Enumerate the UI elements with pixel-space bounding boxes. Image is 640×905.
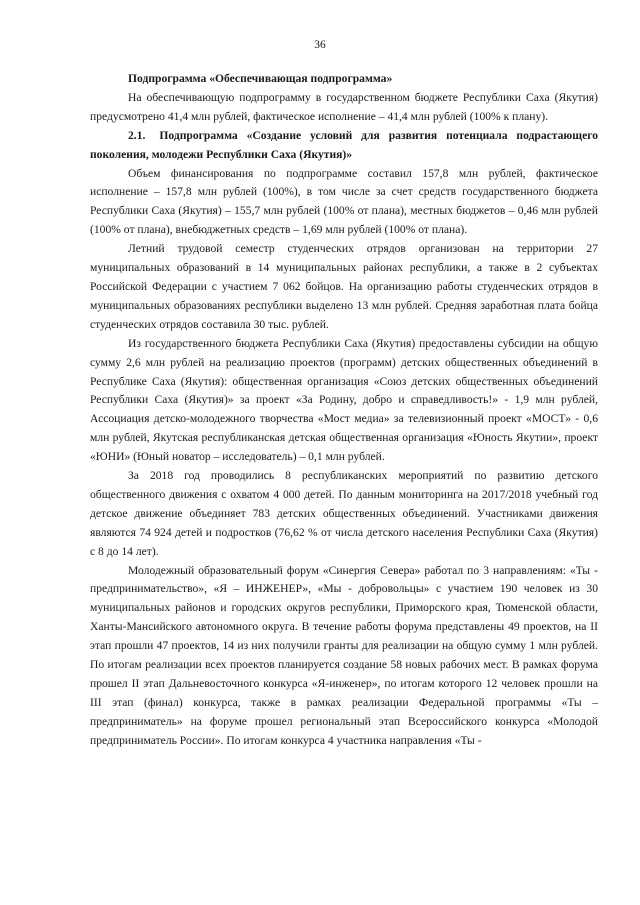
section-heading-youth-subprogram [90, 127, 598, 165]
paragraph-support-subprogram-budget: На обеспечивающую подпрограмму в государственном бюджете Республики Саха (Якутия) предусмотрено 41,4 млн рублей, фактическое исполнение – 41,4 млн рублей (100% к плану). [90, 90, 598, 123]
section-number: 2.1. [128, 128, 146, 142]
document-body [90, 70, 598, 751]
paragraph-subsidies: Из государственного бюджета Республики Саха (Якутия) предоставлены субсидии на общую сумму 2,6 млн рублей на реализацию проектов (программ) детских общественных объединений в Республике Саха (Якутия): общественная организация «Союз детских общественных объединений Республики Саха (Якутия)» за проект «За Родину, добро и справедливость!» - 1,9 млн рублей, Ассоциация детско-молодежного творчества «Мост медиа» за телевизионный проект «МОСТ» - 0,6 млн рублей, Якутская республиканская детская общественная организация «Юность Якутии», проект «ЮНИ» (Юный новатор – исследователь) – 0,1 млн рублей. [90, 336, 598, 464]
section-heading-text: Подпрограмма «Создание условий для развития потенциала подрастающего поколения, молодежи Республики Саха (Якутия)» [90, 128, 598, 161]
paragraph-financing-volume: Объем финансирования по подпрограмме составил 157,8 млн рублей, фактическое исполнение – 157,8 млн рублей (100%), в том числе за счет средств государственного бюджета Республики Саха (Якутия) – 155,7 млн рублей (100% от плана), местных бюджетов – 0,46 млн рублей (100% от плана), внебюджетных средств – 1,69 млн рублей (100% от плана). [90, 166, 598, 237]
paragraph-student-brigades: Летний трудовой семестр студенческих отрядов организован на территории 27 муниципальных образований в 14 муниципальных районах республики, а также в 2 субъектах Российской Федерации с участием 7 062 бойцов. На организацию работы студенческих отрядов в муниципальных образованиях республики выделено 13 млн рублей. Средняя заработная плата бойца студенческих отрядов составила 30 тыс. рублей. [90, 242, 598, 331]
paragraph-children-movement: За 2018 год проводились 8 республиканских мероприятий по развитию детского общественного движения с охватом 4 000 детей. По данным мониторинга на 2017/2018 учебный год детское движение объединяет 783 детских общественных объединений. Участниками движения являются 74 924 детей и подростков (76,62 % от числа детского населения Республики Саха (Якутия) с 8 до 14 лет). [90, 469, 598, 558]
section-heading-support-subprogram: Подпрограмма «Обеспечивающая подпрограмма» [128, 72, 393, 85]
page-number: 36 [314, 39, 326, 51]
paragraph-synergy-forum: Молодежный образовательный форум «Синергия Севера» работал по 3 направлениям: «Ты - предпринимательство», «Я – ИНЖЕНЕР», «Мы - добровольцы» с участием 190 человек из 30 муниципальных районов и городских округов республики, Приморского края, Тюменской области, Ханты-Мансийского автономного округа. В течение работы форума представлены 49 проектов, на II этап прошли 47 проектов, 14 из них получили гранты для реализации на общую сумму 1 млн рублей. По итогам реализации всех проектов планируется создание 58 новых рабочих мест. В рамках форума прошел II этап Дальневосточного конкурса «Я-инженер», по итогам которого 12 человек прошли на III этап (финал) конкурса, также в рамках реализации Федеральной программы «Ты – предприниматель» на форуме прошел региональный этап Всероссийского конкурса «Молодой предприниматель России». По итогам конкурса 4 участника направления «Ты - [90, 563, 598, 747]
